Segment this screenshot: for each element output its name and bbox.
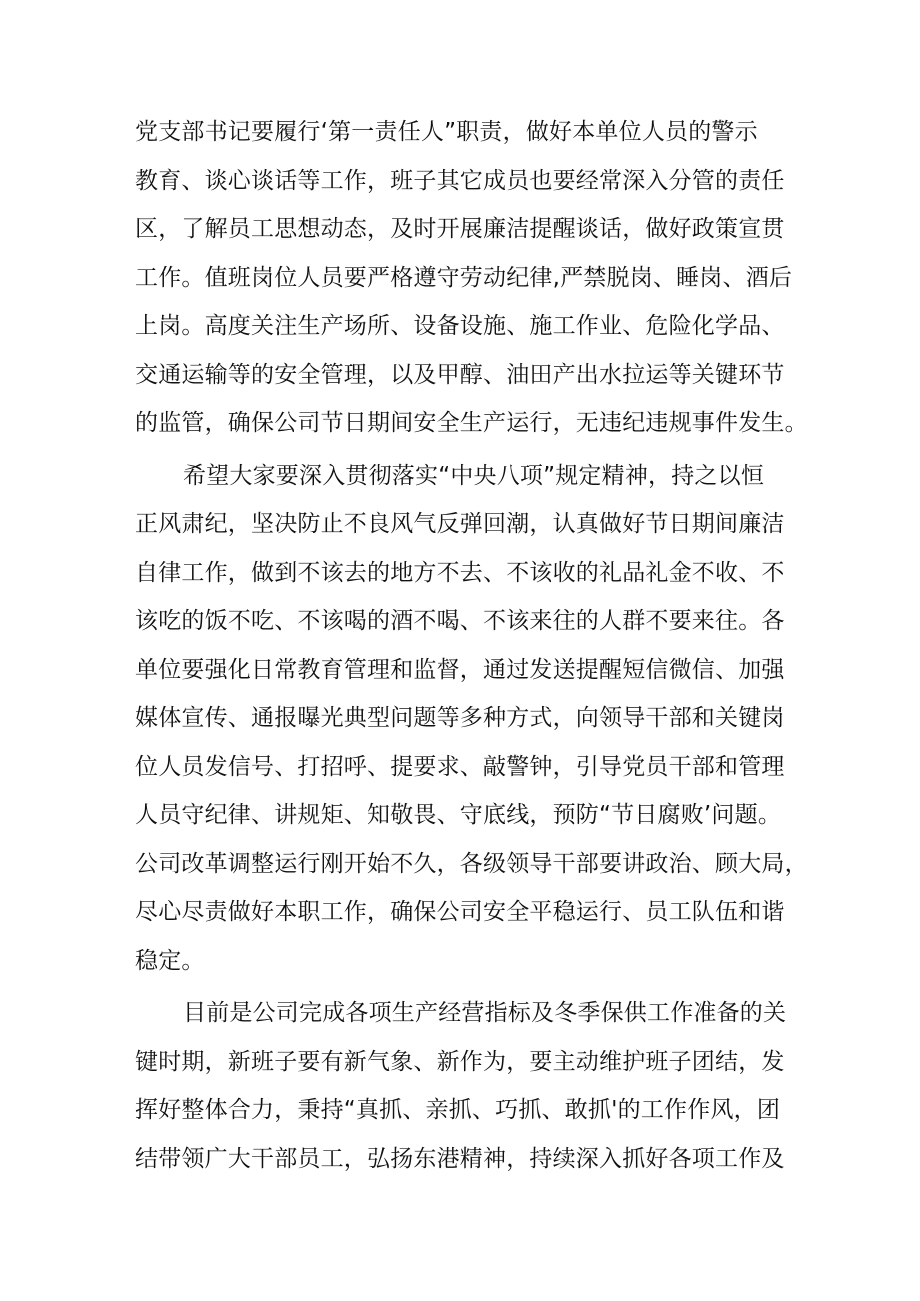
paragraph-1-line-1: 党支部书记要履行‘第一责任人”职责，做好本单位人员的警示 bbox=[135, 119, 758, 145]
paragraph-2-line-8: 人员守纪律、讲规矩、知敬畏、守底线，预防“节日腐败’问题。 bbox=[135, 802, 782, 828]
paragraph-1-line-2: 教育、谈心谈话等工作，班子其它成员也要经常深入分管的责任 bbox=[135, 167, 785, 194]
paragraph-2-line-4: 该吃的饭不吃、不该喝的酒不喝、不该来往的人群不要来往。各 bbox=[135, 608, 785, 634]
paragraph-3-line-2: 键时期，新班子要有新气象、新作为，要主动维护班子团结，发 bbox=[135, 1048, 785, 1075]
body-text bbox=[135, 112, 815, 1187]
paragraph-1-line-6: 交通运输等的安全管理，以及甲醇、油田产出水拉运等关键环节 bbox=[135, 361, 785, 388]
paragraph-3-line-1: 目前是公司完成各项生产经营指标及冬季保供工作准备的关 bbox=[183, 1000, 787, 1026]
paragraph-2-line-2: 正风肃纪，坚决防止不良风气反弹回潮，认真做好节日期间廉洁 bbox=[135, 511, 785, 537]
paragraph-1-line-5: 上岗。高度关注生产场所、设备设施、施工作业、危险化学品、 bbox=[135, 313, 785, 339]
paragraph-2-line-10: 尽心尽责做好本职工作，确保公司安全平稳运行、员工队伍和谐 bbox=[135, 899, 785, 925]
paragraph-1-line-3: 区，了解员工思想动态，及时开展廉洁提醒谈话，做好政策宣贯 bbox=[135, 216, 785, 242]
paragraph-2-line-3: 自律工作，做到不该去的地方不去、不该收的礼品礼金不收、不 bbox=[135, 559, 785, 586]
paragraph-3-line-3: 挥好整体合力，秉持“真抓、亲抓、巧抓、敢抓'的工作作风，团 bbox=[135, 1097, 781, 1123]
paragraph-2-line-7: 位人员发信号、打招呼、提要求、敲警钟，引导党员干部和管理 bbox=[135, 753, 785, 780]
paragraph-2-line-1: 希望大家要深入贯彻落实“中央八项”规定精神，持之以恒 bbox=[183, 462, 765, 489]
paragraph-2-line-6: 媒体宣传、通报曝光典型问题等多种方式，向领导干部和关键岗 bbox=[135, 705, 785, 731]
paragraph-1-line-7: 的监管，确保公司节日期间安全生产运行，无违纪违规事件发生。 bbox=[135, 410, 808, 436]
paragraph-1-line-4: 工作。值班岗位人员要严格遵守劳动纪律,严禁脱岗、睡岗、酒后 bbox=[135, 264, 793, 291]
paragraph-2-line-9: 公司改革调整运行刚开始不久，各级领导干部要讲政治、顾大局， bbox=[135, 850, 808, 877]
paragraph-3-line-4: 结带领广大干部员工，弘扬东港精神，持续深入抓好各项工作及 bbox=[135, 1145, 785, 1172]
paragraph-2-line-11: 稳定。 bbox=[135, 947, 205, 974]
paragraph-2-line-5: 单位要强化日常教育管理和监督，通过发送提醒短信微信、加强 bbox=[135, 656, 785, 683]
